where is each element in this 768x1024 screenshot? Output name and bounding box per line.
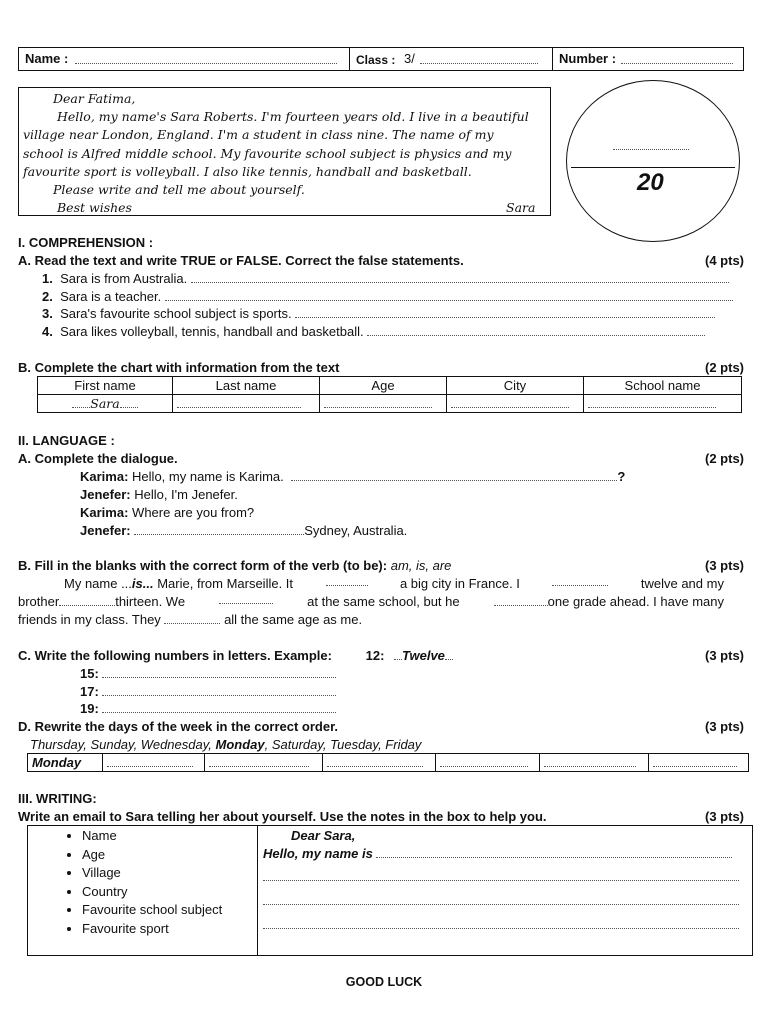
- header-bar: [18, 47, 744, 71]
- number-label: Number :: [559, 51, 617, 66]
- language-c-example-val: Twelve: [402, 648, 445, 663]
- letter-line: Hello, my name's Sara Roberts. I'm fourteen years old. I live in a beautiful: [57, 109, 529, 124]
- chart-first-value: Sara: [90, 396, 120, 411]
- dialogue-line: [80, 487, 744, 505]
- statement-num: 4.: [42, 324, 53, 339]
- email-area[interactable]: [263, 826, 743, 955]
- dialogue-blank[interactable]: [134, 524, 304, 535]
- statement-row: [42, 324, 744, 342]
- chart-header: City: [447, 377, 584, 395]
- dialogue-after: Sydney, Australia.: [304, 523, 408, 538]
- day-cell[interactable]: [435, 754, 539, 772]
- score-circle: [566, 80, 740, 242]
- fill-text: My name ...: [64, 576, 132, 591]
- email-greeting: Dear Sara,: [291, 828, 356, 843]
- dialogue-speaker: Karima:: [80, 469, 129, 484]
- number-line: [80, 666, 744, 684]
- statement-text: Sara's favourite school subject is sports.: [60, 306, 292, 321]
- statement-text: Sara likes volleyball, tennis, handball and basketball.: [60, 324, 364, 339]
- chart-header: Last name: [173, 377, 320, 395]
- letter-line: school is Alfred middle school. My favourite school subject is physics and my: [23, 146, 512, 161]
- name-field[interactable]: [75, 53, 337, 64]
- score-field[interactable]: [613, 139, 689, 150]
- days-table: [27, 753, 749, 772]
- comprehension-b-title: B. Complete the chart with information from the text: [18, 360, 340, 375]
- number-line: [80, 701, 744, 719]
- dialogue-after: ?: [617, 469, 626, 484]
- day-cell[interactable]: [103, 754, 205, 772]
- class-field[interactable]: [420, 53, 538, 64]
- footer-text: GOOD LUCK: [345, 975, 423, 989]
- fill-blank[interactable]: [59, 595, 115, 606]
- letter-signoff: Best wishes: [57, 200, 132, 215]
- statement-row: [42, 271, 744, 289]
- fill-text: one grade ahead. I have many: [547, 594, 724, 609]
- day-cell[interactable]: [648, 754, 748, 772]
- name-box: [19, 48, 350, 70]
- chart-cell[interactable]: [320, 395, 447, 413]
- statement-answer[interactable]: [191, 272, 729, 283]
- comprehension-b-pts: (2 pts): [705, 360, 744, 375]
- fill-blank[interactable]: [494, 595, 548, 606]
- chart-cell-first-name[interactable]: [38, 395, 173, 413]
- number-field[interactable]: [621, 53, 733, 64]
- chart-cell[interactable]: [584, 395, 742, 413]
- day-cell[interactable]: [205, 754, 322, 772]
- day-cell-first: Monday: [28, 754, 103, 772]
- number-answer[interactable]: [102, 685, 336, 696]
- fill-text: a big city in France. I: [399, 576, 520, 591]
- comprehension-a-title: A. Read the text and write TRUE or FALSE. Correct the false statements.: [18, 253, 464, 268]
- note-item: • Age: [82, 846, 222, 865]
- language-d-title: D. Rewrite the days of the week in the correct order.: [18, 719, 339, 734]
- dialogue-speaker: Jenefer:: [80, 487, 131, 502]
- note-item: • Favourite school subject: [82, 901, 222, 920]
- class-box: [350, 48, 553, 70]
- email-start: Hello, my name is: [263, 846, 373, 861]
- language-heading: II. LANGUAGE :: [18, 433, 115, 448]
- note-item: • Name: [82, 827, 222, 846]
- language-b-pts: (3 pts): [705, 558, 744, 573]
- email-line[interactable]: [263, 894, 739, 905]
- fill-text: brother: [18, 594, 60, 609]
- day-cell[interactable]: [540, 754, 649, 772]
- fill-text: Marie, from Marseille. It: [153, 576, 294, 591]
- chart-header-row: [38, 377, 742, 395]
- language-c-example-num: 12:: [365, 648, 385, 663]
- dialogue-speaker: Karima:: [80, 505, 129, 520]
- name-label: Name :: [25, 51, 69, 66]
- statement-answer[interactable]: [165, 290, 733, 301]
- number-label: 17:: [80, 684, 99, 699]
- fill-blank[interactable]: [552, 575, 608, 586]
- letter-greeting: Dear Fatima,: [53, 91, 136, 106]
- days-post: , Saturday, Tuesday, Friday: [264, 737, 422, 752]
- number-line: [80, 684, 744, 702]
- language-c-title: C. Write the following numbers in letters. Example:: [18, 648, 332, 663]
- statement-text: Sara is from Australia.: [60, 271, 188, 286]
- statement-num: 1.: [42, 271, 53, 286]
- note-item: • Village: [82, 864, 222, 883]
- statement-num: 3.: [42, 306, 53, 321]
- writing-box: [27, 825, 753, 956]
- email-line[interactable]: [376, 847, 732, 858]
- statement-num: 2.: [42, 289, 53, 304]
- score-divider: [571, 167, 735, 168]
- number-box: [553, 48, 743, 70]
- statement-answer[interactable]: [295, 307, 715, 318]
- language-a-pts: (2 pts): [705, 451, 744, 466]
- number-answer[interactable]: [102, 667, 336, 678]
- chart-cell[interactable]: [173, 395, 320, 413]
- fill-text: all the same age as me.: [224, 612, 363, 627]
- info-chart: [37, 376, 742, 413]
- language-a-title: A. Complete the dialogue.: [18, 451, 178, 466]
- statement-row: [42, 289, 744, 307]
- email-line[interactable]: [263, 870, 739, 881]
- statement-answer[interactable]: [367, 325, 705, 336]
- writing-pts: (3 pts): [705, 809, 744, 824]
- dialogue-text: Hello, my name is Karima.: [132, 469, 284, 484]
- dialogue-line: [80, 469, 744, 487]
- fill-blank[interactable]: [326, 575, 368, 586]
- language-b-options: am, is, are: [390, 558, 452, 573]
- notes-column: [28, 826, 258, 955]
- fill-text: at the same school, but he: [307, 594, 460, 609]
- letter-signature: Sara: [506, 200, 536, 215]
- statement-row: [42, 306, 744, 324]
- fill-paragraph: [18, 575, 724, 629]
- notes-list: [28, 827, 222, 938]
- note-item: • Country: [82, 883, 222, 902]
- number-label: 19:: [80, 701, 99, 716]
- dialogue-text: Hello, I'm Jenefer.: [134, 487, 238, 502]
- note-item: • Favourite sport: [82, 920, 222, 939]
- chart-header: Age: [320, 377, 447, 395]
- fill-blank[interactable]: [164, 613, 220, 624]
- writing-title: Write an email to Sara telling her about yourself. Use the notes in the box to help you.: [18, 809, 547, 824]
- language-c-pts: (3 pts): [705, 648, 744, 663]
- comprehension-heading: I. COMPREHENSION :: [18, 235, 154, 250]
- letter-line: favourite sport is volleyball. I also like tennis, handball and basketball.: [23, 164, 472, 179]
- chart-header: First name: [38, 377, 173, 395]
- fill-text: twelve and my: [640, 576, 724, 591]
- email-line[interactable]: [263, 918, 739, 929]
- dialogue-speaker: Jenefer:: [80, 523, 131, 538]
- letter-request: Please write and tell me about yourself.: [53, 182, 305, 197]
- dialogue-line: [80, 505, 744, 523]
- chart-header: School name: [584, 377, 742, 395]
- letter-line: village near London, England. I'm a student in class nine. The name of my: [23, 127, 494, 142]
- letter-box: [18, 87, 551, 216]
- dialogue-blank[interactable]: [291, 470, 617, 481]
- dialogue-text: Where are you from?: [132, 505, 255, 520]
- chart-cell[interactable]: [447, 395, 584, 413]
- number-answer[interactable]: [102, 702, 336, 713]
- class-value: 3/: [404, 51, 415, 66]
- days-pre: Thursday, Sunday, Wednesday,: [30, 737, 212, 752]
- fill-text: friends in my class. They: [18, 612, 161, 627]
- days-bold: Monday: [215, 737, 265, 752]
- score-total: 20: [637, 169, 664, 196]
- number-label: 15:: [80, 666, 99, 681]
- day-cell[interactable]: [322, 754, 435, 772]
- fill-example: is...: [131, 576, 154, 591]
- dialogue-line: [80, 523, 744, 541]
- class-label: Class :: [356, 53, 396, 67]
- comprehension-a-pts: (4 pts): [705, 253, 744, 268]
- language-d-pts: (3 pts): [705, 719, 744, 734]
- writing-heading: III. WRITING:: [18, 791, 97, 806]
- fill-text: thirteen. We: [115, 594, 186, 609]
- fill-blank[interactable]: [219, 593, 273, 604]
- statement-text: Sara is a teacher.: [60, 289, 162, 304]
- chart-answer-row: [38, 395, 742, 413]
- language-b-title: B. Fill in the blanks with the correct form of the verb (to be):: [18, 558, 388, 573]
